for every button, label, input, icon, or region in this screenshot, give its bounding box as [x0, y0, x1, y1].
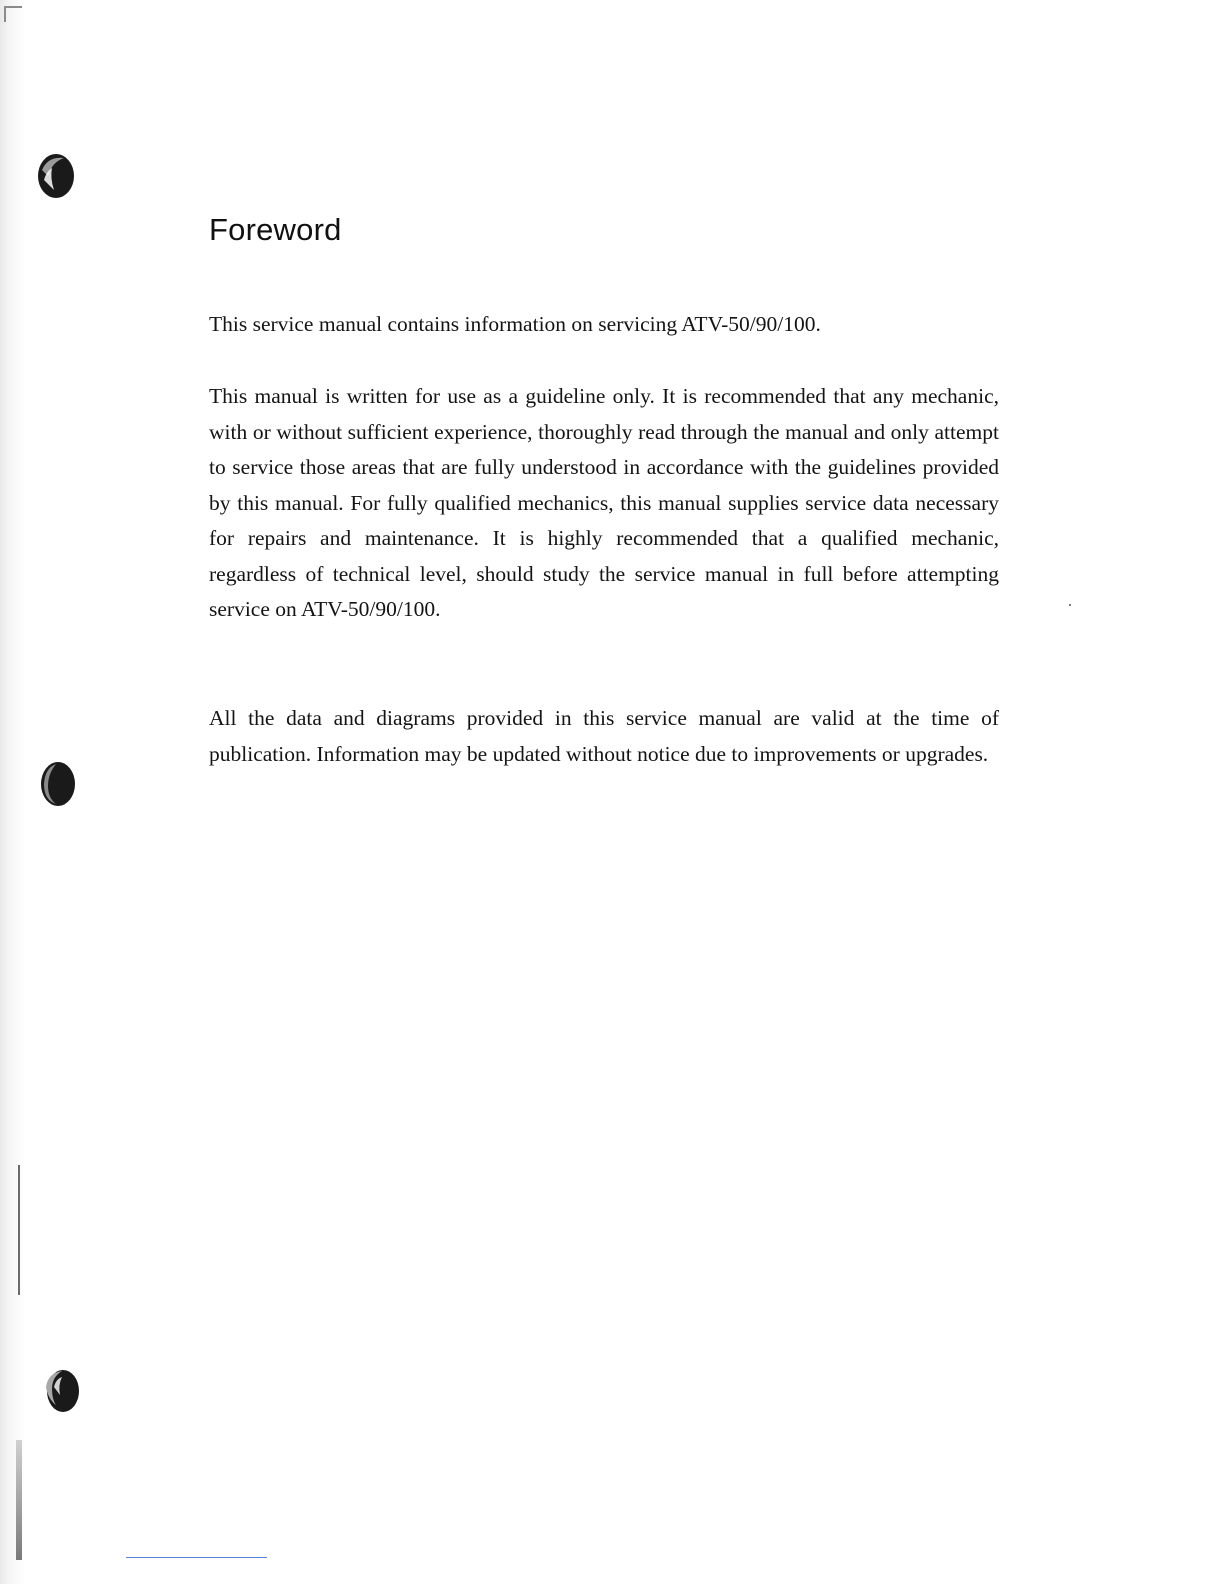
footer-rule — [126, 1557, 267, 1558]
scan-edge-shadow — [16, 1440, 22, 1560]
punch-hole-icon — [40, 1365, 84, 1417]
guideline-paragraph: This manual is written for use as a guideline only. It is recommended that any mechanic, with or without sufficient experience, thoroughly read through the manual and only attempt to service those areas that are fully understood in accordance with the guidelines provided by this manual. For fully qualified mechanics, this manual supplies service data necessary for repairs and maintenance. It is highly recommended that a qualified mechanic, regardless of technical level, should study the service manual in full before attempting service on ATV-50/90/100. — [209, 384, 999, 621]
validity-paragraph: All the data and diagrams provided in this service manual are valid at the time of publication. Information may be updated without notice due to improvements or upgrades. — [209, 706, 999, 766]
scan-edge-line — [18, 1165, 20, 1295]
page-title: Foreword — [209, 212, 342, 247]
intro-paragraph: This service manual contains information on servicing ATV-50/90/100. — [209, 312, 821, 336]
scan-corner-mark-vertical — [4, 6, 6, 22]
scan-edge — [0, 0, 26, 1584]
punch-hole-icon — [36, 758, 80, 810]
scan-speck — [1069, 604, 1071, 606]
scan-corner-mark — [4, 6, 22, 8]
punch-hole-icon — [34, 150, 78, 202]
